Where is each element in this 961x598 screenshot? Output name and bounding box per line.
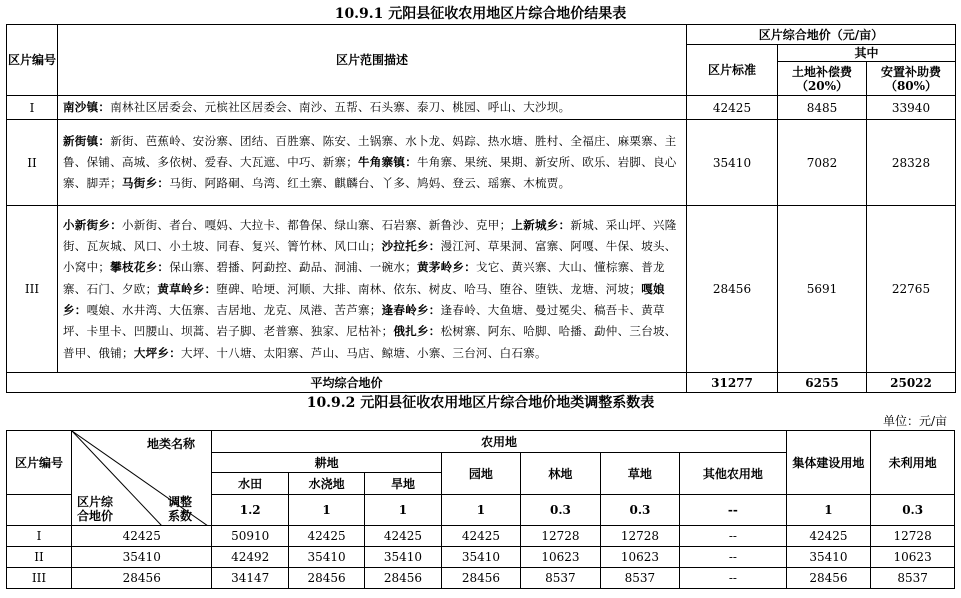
value-cell: 28456 bbox=[786, 568, 871, 589]
header-paddy: 水田 bbox=[212, 473, 288, 495]
township-name: 黄茅岭乡： bbox=[417, 260, 477, 275]
header-unused: 未利用地 bbox=[871, 431, 955, 495]
zone-id: III bbox=[7, 568, 72, 589]
coef-garden: 1 bbox=[441, 495, 521, 526]
zone-id: II bbox=[7, 120, 58, 206]
zone-id: II bbox=[7, 547, 72, 568]
coef-irrigated: 1 bbox=[288, 495, 364, 526]
zone-id: III bbox=[7, 206, 58, 373]
unit-label: 单位：元/亩 bbox=[882, 414, 947, 428]
value-cell: 28456 bbox=[365, 568, 441, 589]
township-name: 小新街乡： bbox=[63, 217, 122, 232]
value-cell: 42425 bbox=[441, 526, 521, 547]
resettle-value: 33940 bbox=[867, 96, 956, 120]
zone-price: 42425 bbox=[72, 526, 212, 547]
village-list: 南林社区居委会、元槟社区居委会、南沙、五帮、石头寨、泰刀、桃园、呼山、大沙坝。 bbox=[110, 100, 571, 114]
coef-unused: 0.3 bbox=[871, 495, 955, 526]
land-comp-value: 7082 bbox=[778, 120, 867, 206]
township-name: 马街乡： bbox=[122, 176, 170, 191]
township-name: 沙拉托乡： bbox=[381, 239, 441, 254]
value-cell: 35410 bbox=[786, 547, 871, 568]
diagonal-header bbox=[72, 431, 212, 526]
value-cell: 8537 bbox=[871, 568, 955, 589]
value-cell: 42425 bbox=[786, 526, 871, 547]
header-irrigated: 水浇地 bbox=[288, 473, 364, 495]
land-price-result-table bbox=[6, 24, 956, 393]
coef-forest: 0.3 bbox=[521, 495, 601, 526]
village-list: 小新街、者台、嘎妈、大拉卡、都鲁保、绿山寨、石岩寨、新鲁沙、克甲； bbox=[122, 217, 512, 232]
land-comp-value: 8485 bbox=[778, 96, 867, 120]
coef-other-agri: -- bbox=[680, 495, 786, 526]
township-name: 牛角寨镇： bbox=[358, 155, 417, 170]
value-cell: 35410 bbox=[288, 547, 364, 568]
header-composite-price: 区片综合地价（元/亩） bbox=[687, 25, 956, 45]
zone-price: 35410 bbox=[72, 547, 212, 568]
table-row bbox=[7, 547, 955, 568]
label-coefficient: 调整系数 bbox=[168, 495, 193, 523]
header-grass: 草地 bbox=[600, 453, 680, 495]
value-cell: 42492 bbox=[212, 547, 288, 568]
village-list: 漫江河、草果洞、富寨、阿嘎、牛保、坡头、小窝中； bbox=[63, 239, 677, 275]
value-cell: 28456 bbox=[288, 568, 364, 589]
header-arable: 耕地 bbox=[212, 453, 441, 473]
coef-dry: 1 bbox=[365, 495, 441, 526]
table-row bbox=[7, 568, 955, 589]
village-list: 保山寨、碧播、阿勐控、勐品、洞浦、一碗水； bbox=[169, 260, 418, 275]
value-cell: -- bbox=[680, 526, 786, 547]
resettle-value: 22765 bbox=[867, 206, 956, 373]
value-cell: 50910 bbox=[212, 526, 288, 547]
table-row bbox=[7, 96, 956, 120]
header-dry: 旱地 bbox=[365, 473, 441, 495]
table-row bbox=[7, 120, 956, 206]
value-cell: 10623 bbox=[521, 547, 601, 568]
township-name: 逢春岭乡： bbox=[381, 302, 441, 317]
header-other-agri: 其他农用地 bbox=[680, 453, 786, 495]
header-resettlement: 安置补助费（80%） bbox=[867, 62, 956, 96]
coef-construction: 1 bbox=[786, 495, 871, 526]
value-cell: 12728 bbox=[871, 526, 955, 547]
township-name: 嘎娘乡： bbox=[63, 281, 665, 317]
adjustment-coefficient-table bbox=[6, 430, 955, 589]
value-cell: 8537 bbox=[600, 568, 680, 589]
value-cell: 35410 bbox=[441, 547, 521, 568]
standard-value: 35410 bbox=[687, 120, 778, 206]
header-garden: 园地 bbox=[441, 453, 521, 495]
value-cell: 12728 bbox=[521, 526, 601, 547]
header-among: 其中 bbox=[778, 45, 956, 62]
value-cell: 42425 bbox=[365, 526, 441, 547]
header-forest: 林地 bbox=[521, 453, 601, 495]
value-cell: 28456 bbox=[441, 568, 521, 589]
village-list: 堕碑、哈埂、河顺、大排、南林、依东、树皮、哈马、堕谷、堕铁、龙塘、河坡； bbox=[216, 281, 642, 296]
zone-id: I bbox=[7, 526, 72, 547]
zone-scope bbox=[58, 96, 687, 120]
village-list: 新街、芭蕉岭、安汾寨、团结、百胜寨、陈安、土锅寨、水卜龙、妈踪、热水塘、胜村、全福庄、麻栗寨、主鲁、保铺、高城、多依树、爱春、大瓦遮、中巧、新寨； bbox=[63, 133, 677, 170]
standard-value: 42425 bbox=[687, 96, 778, 120]
table-row bbox=[7, 526, 955, 547]
zone-scope bbox=[58, 120, 687, 206]
standard-value: 28456 bbox=[687, 206, 778, 373]
township-name: 俄扎乡： bbox=[393, 324, 441, 339]
township-name: 新街镇： bbox=[63, 133, 111, 148]
header-land-compensation: 土地补偿费（20%） bbox=[778, 62, 867, 96]
village-list: 大坪、十八塘、太阳寨、芦山、马店、鲸塘、小寨、三台河、白石寨。 bbox=[181, 345, 547, 360]
average-standard: 31277 bbox=[687, 373, 778, 393]
average-label: 平均综合地价 bbox=[7, 373, 687, 393]
value-cell: 34147 bbox=[212, 568, 288, 589]
zone-price: 28456 bbox=[72, 568, 212, 589]
township-name: 大坪乡： bbox=[133, 345, 182, 360]
value-cell: 42425 bbox=[288, 526, 364, 547]
township-name: 南沙镇： bbox=[63, 100, 111, 114]
table1-title: 10.9.1 元阳县征收农用地区片综合地价结果表 bbox=[334, 6, 627, 22]
village-list: 嘎娘、水井湾、大伍寨、吉居地、龙克、凤港、苦芦寨； bbox=[86, 302, 382, 317]
average-row bbox=[7, 373, 956, 393]
value-cell: 12728 bbox=[600, 526, 680, 547]
value-cell: -- bbox=[680, 568, 786, 589]
header-construction: 集体建设用地 bbox=[786, 431, 871, 495]
header-standard: 区片标准 bbox=[687, 45, 778, 96]
value-cell: 10623 bbox=[600, 547, 680, 568]
coef-paddy: 1.2 bbox=[212, 495, 288, 526]
average-land-comp: 6255 bbox=[778, 373, 867, 393]
blank-cell bbox=[7, 495, 72, 526]
zone-id: I bbox=[7, 96, 58, 120]
label-land-type: 地类名称 bbox=[147, 437, 196, 451]
township-name: 攀枝花乡： bbox=[110, 260, 170, 275]
township-name: 上新城乡： bbox=[511, 217, 571, 232]
header-agricultural: 农用地 bbox=[212, 431, 786, 453]
village-list: 松树寨、阿东、哈脚、哈播、勐仲、三台坡、普甲、俄铺； bbox=[63, 324, 677, 360]
resettle-value: 28328 bbox=[867, 120, 956, 206]
village-list: 牛角寨、果统、果期、新安所、欧乐、岩脚、良心寨、脚弄； bbox=[63, 155, 677, 191]
village-list: 新城、采山坪、兴隆街、瓦灰城、风口、小土坡、同春、复兴、箐竹林、风口山； bbox=[63, 217, 677, 254]
table-row bbox=[7, 206, 956, 373]
village-list: 戈它、黄兴寨、大山、懂棕寨、普龙寨、石门、夕欧； bbox=[63, 260, 665, 296]
coef-grass: 0.3 bbox=[600, 495, 680, 526]
header-zone-id: 区片编号 bbox=[7, 431, 72, 495]
zone-scope bbox=[58, 206, 687, 373]
land-comp-value: 5691 bbox=[778, 206, 867, 373]
value-cell: 8537 bbox=[521, 568, 601, 589]
value-cell: -- bbox=[680, 547, 786, 568]
value-cell: 10623 bbox=[871, 547, 955, 568]
village-list: 马街、阿路硐、乌湾、红土寨、麒麟台、丫多、鸠妈、登云、瑶寨、木梳贾。 bbox=[169, 176, 571, 191]
label-zone-price: 区片综合地价 bbox=[77, 495, 114, 523]
table2-title: 10.9.2 元阳县征收农用地区片综合地价地类调整系数表 bbox=[306, 395, 655, 411]
header-scope: 区片范围描述 bbox=[58, 25, 687, 96]
township-name: 黄草岭乡： bbox=[157, 281, 217, 296]
value-cell: 35410 bbox=[365, 547, 441, 568]
header-zone-id: 区片编号 bbox=[7, 25, 58, 96]
average-resettle: 25022 bbox=[867, 373, 956, 393]
village-list: 逢春岭、大鱼塘、曼过冕尖、稿吾卡、黄草坪、卡里卡、凹腰山、坝蒿、岩子脚、老普寨、独家、尼枯补； bbox=[63, 302, 665, 339]
